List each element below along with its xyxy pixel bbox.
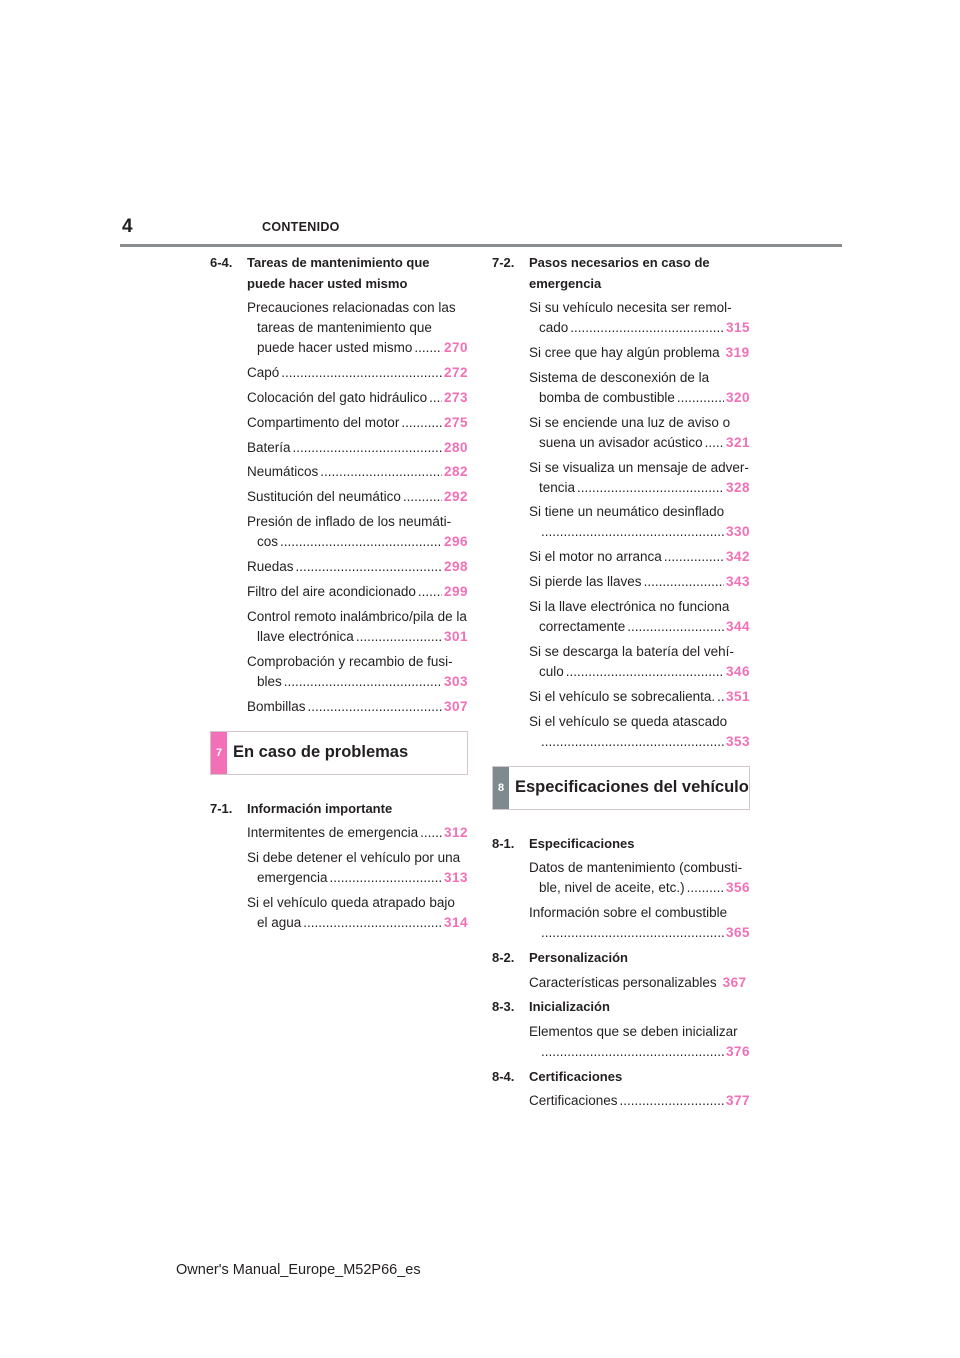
entry-title: Ruedas: [247, 559, 294, 575]
entry-title: Si pierde las llaves: [529, 574, 642, 590]
entry-title-continued: bomba de combustible: [539, 389, 675, 405]
header-title: CONTENIDO: [262, 220, 340, 234]
chapter-box-8[interactable]: [492, 766, 750, 810]
page-link[interactable]: 307: [443, 698, 468, 714]
dot-leader: [541, 732, 724, 752]
entry-leader-row: [247, 913, 468, 933]
dot-leader: [717, 687, 724, 707]
section-title: Pasos necesarios en caso de emergencia: [529, 255, 710, 291]
chapter-title: Especificaciones del vehículo: [515, 778, 749, 797]
entry-leader-row: [529, 547, 750, 567]
chapter-title: En caso de problemas: [233, 743, 409, 762]
toc-entry[interactable]: [247, 823, 468, 843]
entry-title: Comprobación y recambio de fusi-: [247, 653, 453, 669]
page-link[interactable]: 312: [443, 825, 468, 841]
entry-title: Si debe detener el vehículo por una: [247, 850, 461, 866]
entry-leader-row: [247, 868, 468, 888]
entry-title: Si el motor no arranca: [529, 549, 662, 565]
page-link[interactable]: 292: [443, 489, 468, 505]
section-number: 6-4.: [210, 255, 233, 270]
entry-title: Si tiene un neumático desinflado: [529, 504, 725, 520]
toc-entry[interactable]: [529, 858, 750, 898]
entry-leader-row: [247, 672, 468, 692]
page-link[interactable]: 353: [725, 733, 750, 749]
toc-entry[interactable]: [247, 652, 468, 692]
section-number: 7-2.: [492, 255, 515, 270]
entry-title-continued: correctamente: [539, 619, 626, 635]
entry-title: Si su vehículo necesita ser remol-: [529, 300, 732, 315]
entry-title-continued: cos: [257, 534, 279, 550]
entry-leader-row: [529, 923, 750, 943]
entry-title: Precauciones relacionadas con las tareas de mantenimiento que: [247, 300, 456, 335]
page-link[interactable]: 282: [443, 464, 468, 480]
toc-entry[interactable]: [529, 642, 750, 682]
toc-entry[interactable]: [247, 413, 468, 433]
toc-entry[interactable]: [529, 298, 750, 338]
entry-leader-row: [247, 697, 468, 717]
toc-entry[interactable]: [247, 848, 468, 888]
page-link[interactable]: 273: [443, 389, 468, 405]
toc-entry[interactable]: [529, 502, 750, 542]
section-title: Inicialización: [529, 999, 610, 1015]
section-heading: [492, 948, 750, 969]
entry-title: Certificaciones: [529, 1093, 618, 1109]
entry-title: Si cree que hay algún problema: [529, 344, 720, 360]
section-title: Personalización: [529, 950, 628, 966]
page-number: 4: [122, 216, 133, 237]
page-link[interactable]: 303: [443, 673, 468, 689]
entry-title-continued: cado: [539, 320, 569, 335]
entry-leader-row: [247, 338, 468, 358]
toc-entry[interactable]: [247, 462, 468, 482]
page-link[interactable]: 342: [725, 549, 750, 565]
toc-entry[interactable]: [529, 413, 750, 453]
entry-leader-row: [529, 478, 750, 498]
page-link[interactable]: 365: [725, 925, 750, 941]
page-link[interactable]: 301: [443, 628, 468, 644]
entry-title: Compartimento del motor: [247, 414, 400, 430]
dot-leader: [677, 388, 724, 408]
entry-title-continued: bles: [257, 673, 282, 689]
entry-leader-row: [247, 438, 468, 458]
toc-column-right: [492, 253, 750, 1116]
entry-title: Si la llave electrónica no funciona: [529, 599, 730, 615]
entry-leader-row: [529, 617, 750, 637]
dot-leader: [627, 617, 724, 637]
entry-title: Filtro del aire acondicionado: [247, 584, 416, 600]
page-link[interactable]: 296: [443, 534, 468, 550]
section-heading: [492, 834, 750, 855]
page-link[interactable]: 321: [725, 434, 750, 450]
entry-leader-row: [529, 388, 750, 408]
toc-entry[interactable]: [529, 597, 750, 637]
entry-leader-row: [529, 662, 750, 682]
entry-leader-row: [529, 687, 750, 707]
toc-entry[interactable]: [529, 973, 750, 993]
toc-entry[interactable]: [529, 1022, 750, 1062]
page-link[interactable]: 298: [443, 559, 468, 575]
toc-entry[interactable]: [247, 557, 468, 577]
section-number: 8-4.: [492, 1068, 515, 1084]
page-link[interactable]: 356: [725, 880, 750, 896]
page-link[interactable]: 346: [725, 664, 750, 680]
page-link[interactable]: 330: [725, 524, 750, 540]
toc-entry[interactable]: [529, 903, 750, 943]
entry-title: Sistema de desconexión de la: [529, 369, 710, 385]
section-title: Certificaciones: [529, 1068, 623, 1084]
section-number: 8-3.: [492, 999, 515, 1015]
entry-title-continued: emergencia: [257, 870, 328, 886]
page-link[interactable]: 320: [725, 389, 750, 405]
entry-title-continued: llave electrónica: [257, 628, 354, 644]
page-link[interactable]: 314: [443, 914, 468, 930]
entry-leader-row: [247, 582, 468, 602]
entry-leader-row: [247, 532, 468, 552]
entry-leader-row: [529, 878, 750, 898]
dot-leader: [687, 878, 724, 898]
entry-leader-row: [529, 1091, 750, 1111]
entry-title: Elementos que se deben inicializar: [529, 1023, 738, 1039]
chapter-tab: 8: [493, 767, 509, 809]
section-heading: [210, 253, 468, 294]
entry-title-continued: el agua: [257, 914, 302, 930]
entry-title-continued: suena un avisador acústico: [539, 434, 703, 450]
page-link[interactable]: 376: [725, 1043, 750, 1059]
dot-leader: [403, 487, 442, 507]
page-link[interactable]: 272: [443, 364, 468, 380]
toc-entry[interactable]: [529, 1091, 750, 1111]
section-title: Tareas de mantenimiento que puede hacer usted mismo: [247, 255, 430, 291]
dot-leader: [429, 388, 442, 408]
entry-title: Si el vehículo se sobrecalienta.: [529, 688, 716, 704]
page-link[interactable]: 344: [725, 619, 750, 635]
dot-leader: [541, 923, 724, 943]
section-number: 7-1.: [210, 800, 233, 816]
section-heading: [492, 997, 750, 1018]
entry-leader-row: [529, 973, 750, 993]
dot-leader: [308, 697, 442, 717]
dot-leader: [418, 582, 442, 602]
section-heading: [210, 799, 468, 820]
entry-leader-row: [247, 363, 468, 383]
dot-leader: [330, 868, 442, 888]
entry-leader-row: [529, 732, 750, 752]
toc-column-left: [210, 253, 468, 938]
dot-leader: [620, 1091, 724, 1111]
entry-title-continued: tencia: [539, 479, 576, 495]
entry-title: Capó: [247, 364, 280, 380]
page-link[interactable]: 280: [443, 439, 468, 455]
toc-entry[interactable]: [247, 893, 468, 933]
entry-leader-row: [247, 557, 468, 577]
entry-title: Batería: [247, 439, 291, 455]
entry-leader-row: [247, 388, 468, 408]
dot-leader: [420, 823, 442, 843]
toc-entry[interactable]: [529, 712, 750, 752]
page-link[interactable]: 343: [725, 574, 750, 590]
page-link[interactable]: 313: [443, 870, 468, 886]
entry-title: Colocación del gato hidráulico: [247, 389, 428, 405]
toc-entry[interactable]: [529, 343, 750, 363]
dot-leader: [303, 913, 442, 933]
page-link[interactable]: 377: [725, 1093, 750, 1109]
dot-leader: [280, 532, 442, 552]
dot-leader: [664, 547, 724, 567]
entry-title: Si se visualiza un mensaje de adver-: [529, 459, 749, 475]
entry-title: Si el vehículo se queda atascado: [529, 713, 728, 729]
section-title: Información importante: [247, 800, 393, 816]
toc-entry[interactable]: [247, 607, 468, 647]
section-title: Especificaciones: [529, 835, 635, 851]
entry-leader-row: [529, 433, 750, 453]
section-number: 8-1.: [492, 835, 515, 851]
toc-entry[interactable]: [247, 512, 468, 552]
dot-leader: [296, 557, 442, 577]
dot-leader: [281, 363, 442, 383]
entry-leader-row: [247, 823, 468, 843]
section-heading: [492, 1067, 750, 1088]
chapter-tab: 7: [211, 732, 227, 774]
chapter-box-7[interactable]: [210, 731, 468, 775]
dot-leader: [566, 662, 724, 682]
entry-title: Si el vehículo queda atrapado bajo: [247, 894, 455, 910]
entry-title: Intermitentes de emergencia: [247, 825, 419, 841]
dot-leader: [570, 318, 724, 338]
entry-leader-row: [529, 318, 750, 338]
entry-title: Información sobre el combustible: [529, 905, 728, 921]
footer-text: Owner's Manual_Europe_M52P66_es: [176, 1262, 421, 1278]
page-link[interactable]: 275: [443, 414, 468, 430]
toc-entry[interactable]: [247, 487, 468, 507]
entry-title: Sustitución del neumático: [247, 489, 401, 505]
dot-leader: [705, 433, 724, 453]
entry-leader-row: [247, 627, 468, 647]
page-link[interactable]: 328: [725, 479, 750, 495]
dot-leader: [401, 413, 442, 433]
dot-leader: [644, 572, 724, 592]
dot-leader: [356, 627, 442, 647]
entry-title: Presión de inflado de los neumáti-: [247, 514, 452, 530]
header-divider: [120, 244, 842, 247]
entry-title-continued: culo: [539, 664, 564, 680]
dot-leader: [293, 438, 442, 458]
page-link[interactable]: 299: [443, 584, 468, 600]
toc-entry[interactable]: [247, 363, 468, 383]
page-link[interactable]: 351: [725, 688, 750, 704]
entry-title-continued: ble, nivel de aceite, etc.): [539, 880, 685, 896]
entry-leader-row: [529, 522, 750, 542]
section-heading: [492, 253, 750, 294]
toc-entry[interactable]: [247, 388, 468, 408]
toc-entry[interactable]: [529, 368, 750, 408]
dot-leader: [541, 522, 724, 542]
dot-leader: [284, 672, 442, 692]
entry-title: Bombillas: [247, 698, 306, 714]
section-number: 8-2.: [492, 950, 515, 966]
toc-entry[interactable]: [247, 298, 468, 358]
entry-leader-row: [247, 462, 468, 482]
page-link[interactable]: 367: [722, 974, 747, 990]
toc-entry[interactable]: [529, 458, 750, 498]
entry-leader-row: [529, 1042, 750, 1062]
page-link[interactable]: 315: [725, 320, 750, 335]
entry-leader-row: [529, 572, 750, 592]
entry-leader-row: [247, 413, 468, 433]
entry-title: Control remoto inalámbrico/pila de la: [247, 608, 467, 624]
dot-leader: [414, 338, 442, 358]
entry-title: Datos de mantenimiento (combusti-: [529, 860, 743, 876]
entry-leader-row: [247, 487, 468, 507]
dot-leader: [320, 462, 442, 482]
entry-title: Características personalizables: [529, 974, 717, 990]
entry-title: Neumáticos: [247, 464, 319, 480]
entry-title: Si se enciende una luz de aviso o: [529, 414, 731, 430]
toc-entry[interactable]: [529, 572, 750, 592]
dot-leader: [577, 478, 724, 498]
entry-title: Si se descarga la batería del vehí-: [529, 644, 734, 660]
dot-leader: [541, 1042, 724, 1062]
page-link[interactable]: 319: [725, 344, 750, 360]
toc-entry[interactable]: [529, 547, 750, 567]
toc-entry[interactable]: [247, 438, 468, 458]
toc-entry[interactable]: [247, 582, 468, 602]
toc-entry[interactable]: [529, 687, 750, 707]
toc-entry[interactable]: [247, 697, 468, 717]
page-link[interactable]: 270: [443, 340, 468, 355]
entry-leader-row: [529, 343, 750, 363]
entry-title-continued: puede hacer usted mismo: [257, 340, 413, 355]
